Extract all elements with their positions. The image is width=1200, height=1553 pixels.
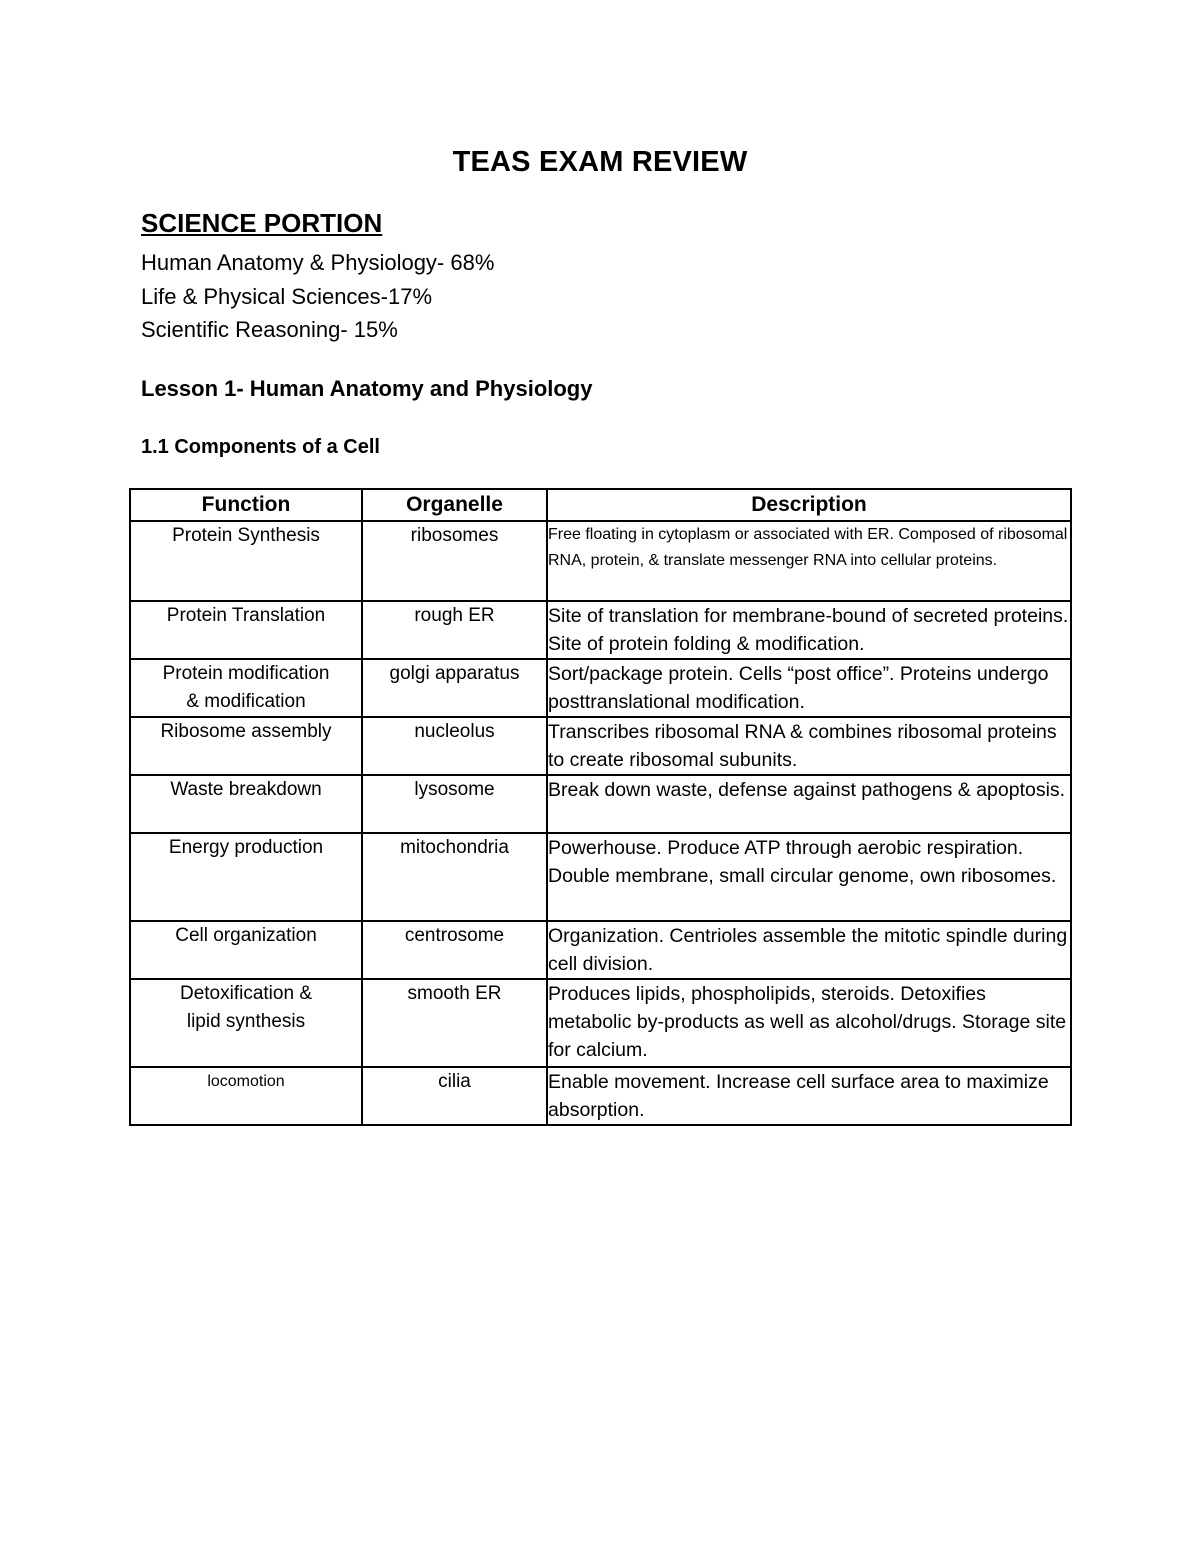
description-cell: Produces lipids, phospholipids, steroids. Detoxifies metabolic by-products as well as alcohol/drugs. Storage site for calcium. — [547, 979, 1071, 1067]
function-cell — [130, 521, 362, 601]
lesson-heading: Lesson 1- Human Anatomy and Physiology — [141, 376, 593, 401]
organelle-cell: smooth ER — [362, 979, 547, 1067]
description-cell: Transcribes ribosomal RNA & combines ribosomal proteins to create ribosomal subunits. — [547, 717, 1071, 775]
function-cell — [130, 601, 362, 659]
function-text: lipid synthesis — [186, 1011, 306, 1032]
function-cell — [130, 775, 362, 833]
function-cell — [130, 659, 362, 717]
organelle-cell: golgi apparatus — [362, 659, 547, 717]
distribution-item: Scientific Reasoning- 15% — [141, 317, 398, 342]
function-text: Protein modification — [162, 663, 330, 684]
column-header-description: Description — [547, 489, 1071, 521]
organelle-cell: lysosome — [362, 775, 547, 833]
function-cell — [130, 717, 362, 775]
function-text: & modification — [186, 691, 306, 712]
function-cell — [130, 979, 362, 1067]
function-text: Ribosome assembly — [160, 721, 332, 742]
function-text: Detoxification & — [179, 983, 312, 1004]
table-row — [130, 717, 1071, 775]
document-title: TEAS EXAM REVIEW — [452, 146, 748, 178]
cell-components-table — [129, 488, 1072, 1126]
organelle-cell: nucleolus — [362, 717, 547, 775]
table-row — [130, 833, 1071, 921]
function-text: Cell organization — [175, 925, 317, 946]
function-text: locomotion — [207, 1073, 285, 1090]
organelle-cell: rough ER — [362, 601, 547, 659]
table-row — [130, 601, 1071, 659]
table-row — [130, 1067, 1071, 1125]
description-cell: Enable movement. Increase cell surface area to maximize absorption. — [547, 1067, 1071, 1125]
organelle-cell: mitochondria — [362, 833, 547, 921]
table-header-row — [130, 489, 1071, 521]
distribution-item: Human Anatomy & Physiology- 68% — [141, 250, 495, 275]
table-row — [130, 521, 1071, 601]
organelle-cell: centrosome — [362, 921, 547, 979]
subsection-heading: 1.1 Components of a Cell — [141, 436, 380, 458]
table-row — [130, 979, 1071, 1067]
function-cell — [130, 833, 362, 921]
section-heading: SCIENCE PORTION — [141, 208, 383, 238]
table-row — [130, 659, 1071, 717]
description-cell: Break down waste, defense against pathogens & apoptosis. — [547, 775, 1071, 833]
table-row — [130, 775, 1071, 833]
function-cell — [130, 921, 362, 979]
description-cell: Sort/package protein. Cells “post office”. Proteins undergo posttranslational modification. — [547, 659, 1071, 717]
distribution-item: Life & Physical Sciences-17% — [141, 283, 433, 309]
description-cell: Site of translation for membrane-bound of secreted proteins. Site of protein folding & modification. — [547, 601, 1071, 659]
table-row — [130, 921, 1071, 979]
description-cell: Free floating in cytoplasm or associated with ER. Composed of ribosomal RNA, protein, & translate messenger RNA into cellular proteins. — [547, 521, 1071, 601]
column-header-organelle: Organelle — [362, 489, 547, 521]
function-text: Waste breakdown — [170, 779, 322, 800]
description-cell: Powerhouse. Produce ATP through aerobic respiration. Double membrane, small circular genome, own ribosomes. — [547, 833, 1071, 921]
function-text: Protein Synthesis — [172, 525, 320, 546]
description-cell: Organization. Centrioles assemble the mitotic spindle during cell division. — [547, 921, 1071, 979]
content-distribution-list — [141, 246, 494, 347]
function-text: Protein Translation — [166, 605, 326, 626]
column-header-function: Function — [130, 489, 362, 521]
function-text: Energy production — [168, 837, 324, 858]
organelle-cell: cilia — [362, 1067, 547, 1125]
organelle-cell: ribosomes — [362, 521, 547, 601]
function-cell — [130, 1067, 362, 1125]
